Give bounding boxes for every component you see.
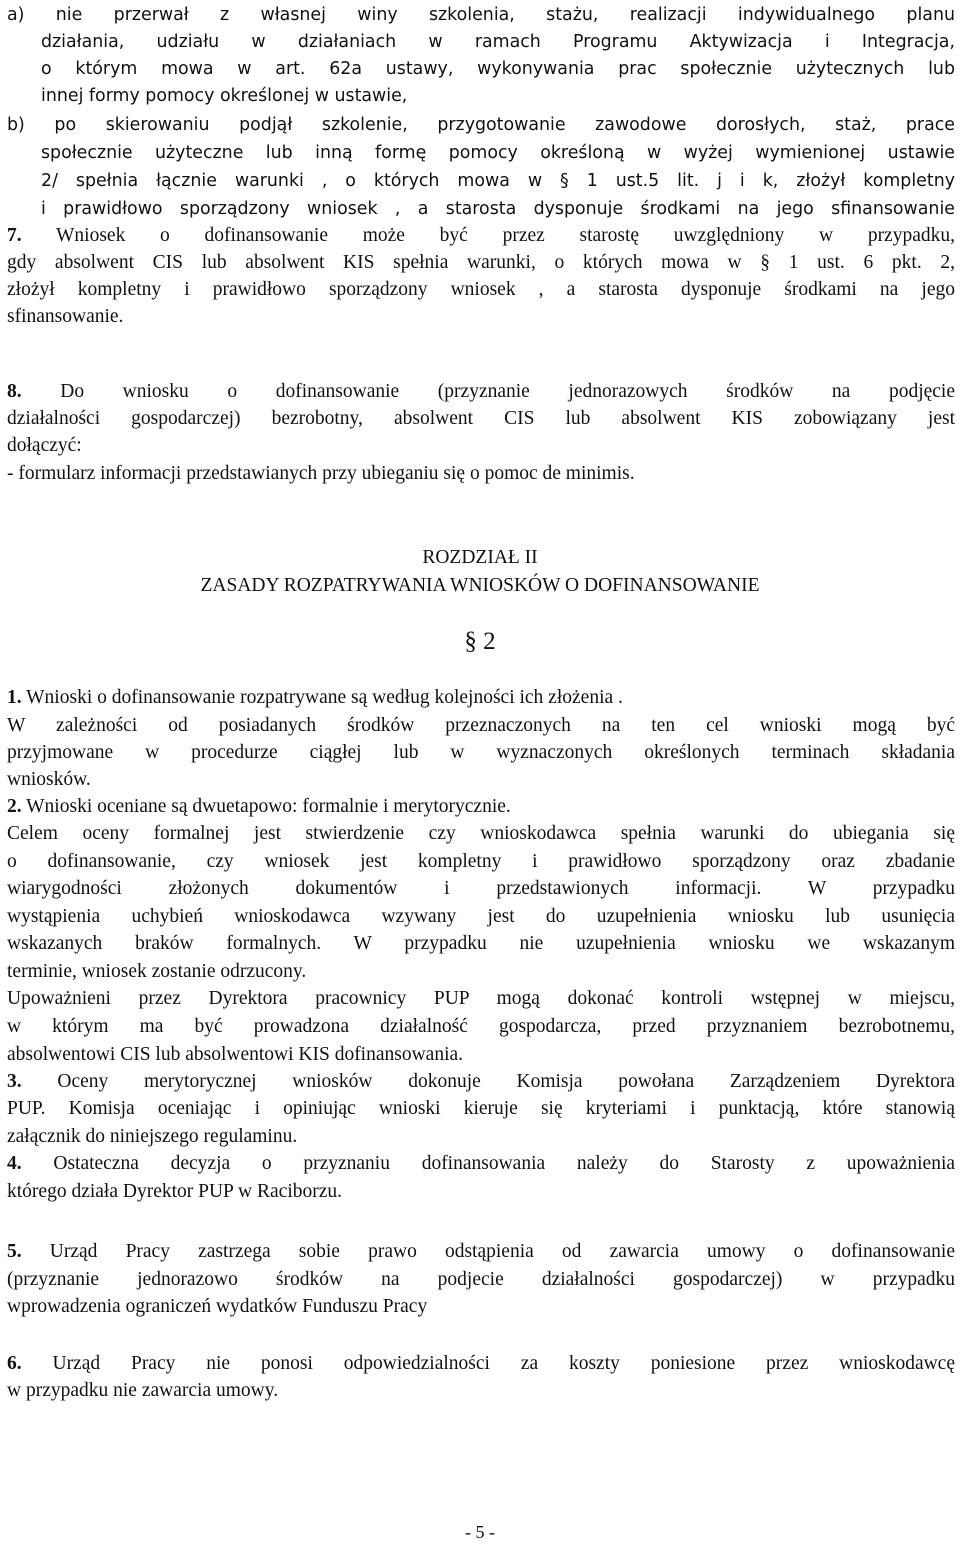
page-number: - 5 - — [465, 1522, 495, 1542]
point-2-line-1: 2. Wnioski oceniane są dwuetapowo: formalnie i merytorycznie. — [7, 796, 511, 817]
paragraph-8-line-1: 8. Do wniosku o dofinansowanie (przyznanie jednorazowych środków na podjęcie — [7, 381, 955, 402]
paragraph-8-number: 8. — [7, 381, 22, 402]
point-1-line-2: W zależności od posiadanych środków przeznaczonych na ten cel wnioski mogą być — [7, 715, 955, 736]
chapter-subtitle: ZASADY ROZPATRYWANIA WNIOSKÓW O DOFINANSOWANIE — [200, 575, 760, 596]
point-3-line-1: 3. Oceny merytorycznej wniosków dokonuje Komisja powołana Zarządzeniem Dyrektora — [7, 1071, 956, 1092]
line-a-cont-1: działania, udziału w działaniach w ramach Programu Aktywizacja i Integracja, — [41, 32, 955, 52]
point-1-line-4: wniosków. — [7, 769, 91, 790]
paragraph-7-line-2: gdy absolwent CIS lub absolwent KIS spełnia warunki, o których mowa w § 1 ust. 6 pkt. 2, — [7, 252, 956, 273]
point-2-line-7: terminie, wniosek zostanie odrzucony. — [7, 961, 307, 982]
point-6-line-2: w przypadku nie zawarcia umowy. — [7, 1380, 279, 1401]
section-sign: § — [760, 252, 771, 273]
text-conditions-ref: 1 ust.5 lit. j i k, złożył kompletny — [586, 171, 956, 191]
point-2-line-6: wskazanych braków formalnych. W przypadku nie uzupełnienia wniosku we wskazanym — [7, 933, 955, 954]
text-conditions: 2/ spełnia łącznie warunki , o których mowa w — [41, 171, 543, 191]
section-heading — [0, 628, 960, 655]
line-a-cont-2: o którym mowa w art. 62a ustawy, wykonywania prac społecznie użytecznych lub — [41, 59, 955, 79]
paragraph-8-line-4: - formularz informacji przedstawianych przy ubieganiu się o pomoc de minimis. — [7, 463, 635, 484]
point-2-line-3: o dofinansowanie, czy wniosek jest kompletny i prawidłowo sporządzony oraz zbadanie — [7, 851, 955, 872]
paragraph-8-line-3: dołączyć: — [7, 435, 82, 456]
point-5-line-3: wprowadzenia ograniczeń wydatków Funduszu Pracy — [7, 1296, 428, 1317]
chapter-title: ROZDZIAŁ II — [422, 547, 538, 568]
point-1-line-1: 1. Wnioski o dofinansowanie rozpatrywane są według kolejności ich złożenia . — [7, 687, 623, 708]
point-3-number: 3. — [7, 1071, 22, 1092]
point-2-line-10: absolwentowi CIS lub absolwentowi KIS dofinansowania. — [7, 1044, 464, 1065]
point-2-line-8: Upoważnieni przez Dyrektora pracownicy PUP mogą dokonać kontroli wstępnej w miejscu, — [7, 988, 955, 1009]
paragraph-7-line-1: 7. Wniosek o dofinansowanie może być przez starostę uwzględniony w przypadku, — [7, 225, 955, 246]
section-sign: § — [560, 171, 569, 191]
line-a: a) nie przerwał z własnej winy szkolenia, stażu, realizacji indywidualnego planu — [7, 5, 955, 25]
point-6-number: 6. — [7, 1353, 22, 1374]
line-b: b) po skierowaniu podjął szkolenie, przygotowanie zawodowe dorosłych, staż, prace — [7, 115, 955, 135]
paragraph-8-line-2: działalności gospodarczej) bezrobotny, absolwent CIS lub absolwent KIS zobowiązany jest — [7, 408, 955, 429]
paragraph-7-number: 7. — [7, 225, 22, 246]
point-5-number: 5. — [7, 1241, 22, 1262]
section-number: 2 — [483, 628, 496, 655]
point-3-line-3: załącznik do niniejszego regulaminu. — [7, 1126, 298, 1147]
point-5-line-2: (przyznanie jednorazowo środków na podjecie działalności gospodarczej) w przypadku — [7, 1269, 955, 1290]
line-2-conditions — [41, 168, 955, 195]
point-1-number: 1. — [7, 687, 22, 708]
point-2-line-4: wiarygodności złożonych dokumentów i przedstawionych informacji. W przypadku — [7, 878, 955, 899]
point-4-line-2: którego działa Dyrektor PUP w Raciborzu. — [7, 1181, 343, 1202]
point-4-number: 4. — [7, 1153, 22, 1174]
point-2-number: 2. — [7, 796, 22, 817]
point-2-line-5: wystąpienia uchybień wnioskodawca wzywany jest do uzupełnienia wniosku lub usunięcia — [7, 906, 955, 927]
point-2-line-2: Celem oceny formalnej jest stwierdzenie czy wnioskodawca spełnia warunki do ubiegania się — [7, 823, 955, 844]
paragraph-7-line-4: sfinansowanie. — [7, 306, 124, 327]
point-1-line-3: przyjmowane w procedurze ciągłej lub w wyznaczonych określonych terminach składania — [7, 742, 955, 763]
line-a-cont-3: innej formy pomocy określonej w ustawie, — [41, 86, 408, 106]
point-6-line-1: 6. Urząd Pracy nie ponosi odpowiedzialności za koszty poniesione przez wnioskodawcę — [7, 1353, 955, 1374]
line-b-cont-1: społecznie użyteczne lub inną formę pomocy określoną w wyżej wymienionej ustawie — [41, 143, 955, 163]
point-2-line-9: w którym ma być prowadzona działalność gospodarcza, przed przyznaniem bezrobotnemu, — [7, 1016, 955, 1037]
point-5-line-1: 5. Urząd Pracy zastrzega sobie prawo odstąpienia od zawarcia umowy o dofinansowanie — [7, 1241, 956, 1262]
section-sign: § — [464, 628, 477, 655]
line-2-cont: i prawidłowo sporządzony wniosek , a starosta dysponuje środkami na jego sfinansowanie — [41, 199, 955, 219]
paragraph-7-line-3: złożył kompletny i prawidłowo sporządzony wniosek , a starosta dysponuje środkami na jego — [7, 279, 955, 300]
point-3-line-2: PUP. Komisja oceniając i opiniując wnioski kieruje się kryteriami i punktacją, które stanowią — [7, 1098, 955, 1119]
point-4-line-1: 4. Ostateczna decyzja o przyznaniu dofinansowania należy do Starosty z upoważnienia — [7, 1153, 956, 1174]
